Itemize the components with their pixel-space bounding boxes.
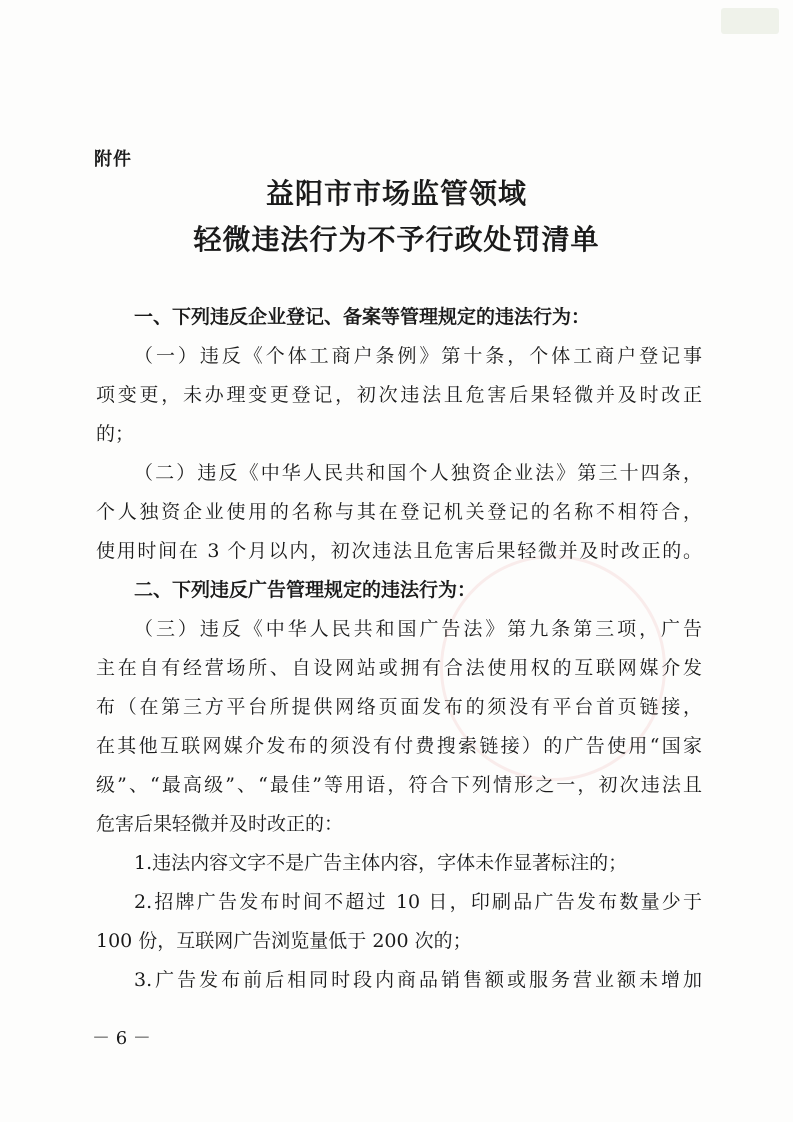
list-item: 3.广告发布前后相同时段内商品销售额或服务营业额未增加	[134, 969, 702, 991]
document-title-line-1: 益阳市市场监管领域	[265, 177, 527, 210]
scan-mark	[721, 8, 779, 34]
list-item-continuation: 100 份，互联网广告浏览量低于 200 次的；	[96, 930, 472, 952]
paragraph-line: 的；	[96, 423, 135, 445]
paragraph-line: 主在自有经营场所、自设网站或拥有合法使用权的互联网媒介发	[96, 657, 702, 679]
section-heading-2: 二、下列违反广告管理规定的违法行为：	[134, 579, 477, 601]
paragraph-line: 级”、“最高级”、“最佳”等用语，符合下列情形之一，初次违法且	[96, 774, 702, 796]
paragraph-line: 使用时间在 3 个月以内，初次违法且危害后果轻微并及时改正的。	[96, 540, 702, 562]
paragraph-line: 个人独资企业使用的名称与其在登记机关登记的名称不相符合，	[96, 501, 702, 523]
document-title-line-2: 轻微违法行为不予行政处罚清单	[193, 223, 600, 256]
list-item: 2.招牌广告发布时间不超过 10 日，印刷品广告发布数量少于	[134, 891, 702, 913]
paragraph-line: 项变更，未办理变更登记，初次违法且危害后果轻微并及时改正	[96, 384, 702, 406]
list-item: 1.违法内容文字不是广告主体内容，字体未作显著标注的；	[134, 852, 628, 874]
paragraph-line: 危害后果轻微并及时改正的：	[96, 813, 344, 835]
paragraph-line: 在其他互联网媒介发布的须没有付费搜索链接）的广告使用“国家	[96, 735, 702, 757]
paragraph-line: （二）违反《中华人民共和国个人独资企业法》第三十四条，	[134, 462, 702, 484]
paragraph-line: （三）违反《中华人民共和国广告法》第九条第三项，广告	[134, 618, 702, 640]
paragraph-line: 布（在第三方平台所提供网络页面发布的须没有平台首页链接，	[96, 696, 702, 718]
section-heading-1: 一、下列违反企业登记、备案等管理规定的违法行为：	[134, 306, 591, 328]
attachment-label: 附件	[94, 149, 132, 170]
paragraph-line: （一）违反《个体工商户条例》第十条，个体工商户登记事	[134, 345, 702, 367]
page-number: － 6 －	[92, 1028, 151, 1049]
